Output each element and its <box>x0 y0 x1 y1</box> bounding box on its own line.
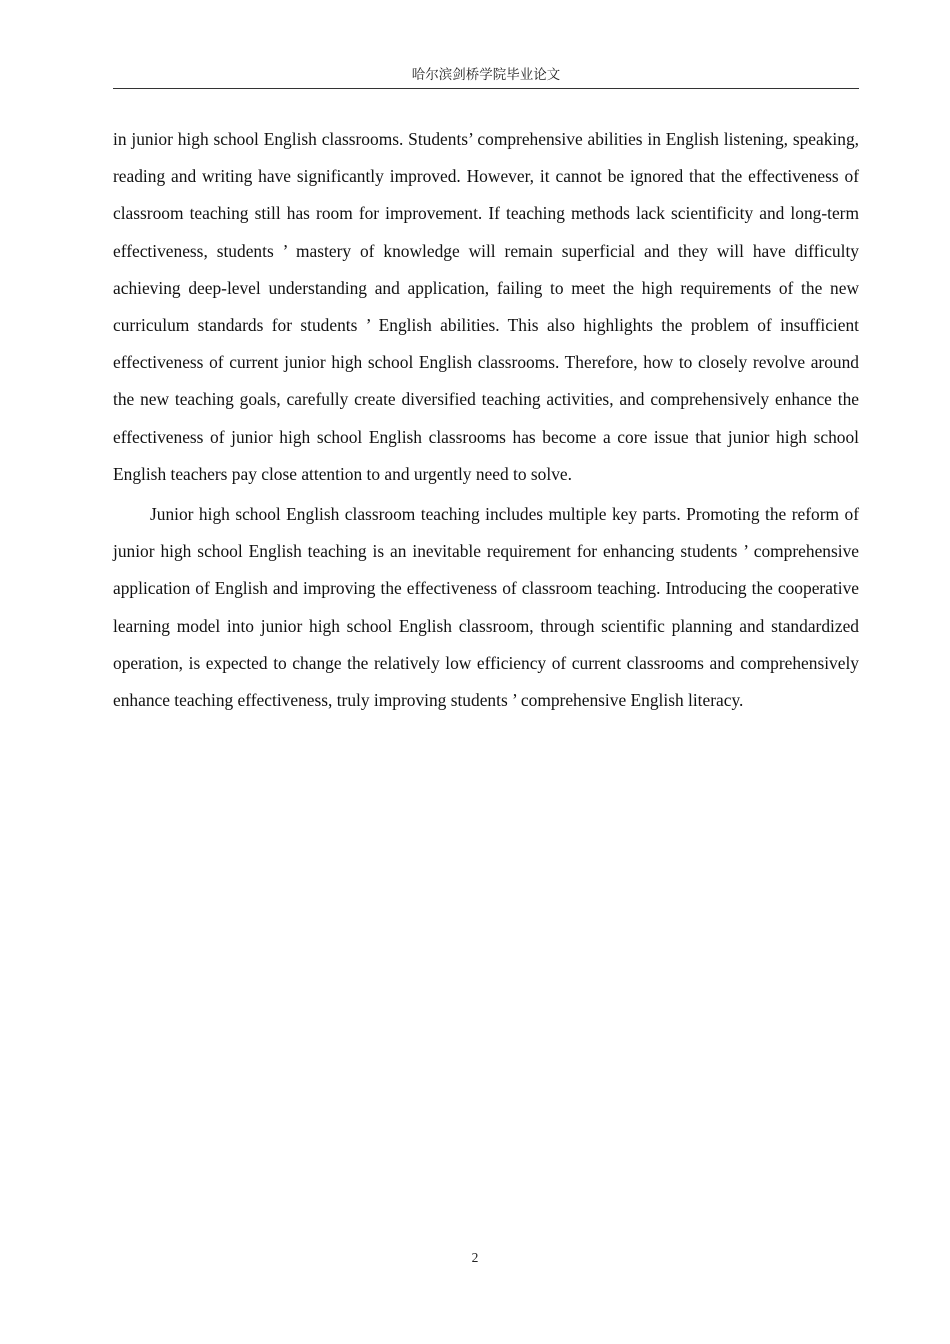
header-rule <box>113 88 859 89</box>
paragraph: Junior high school English classroom teaching includes multiple key parts. Promoting the reform of junior high school English teaching is an inevitable requirement for enhancing students ’ comprehensive application of English and improving the effectiveness of classroom teaching. Introducing the cooperative learning model into junior high school English classroom, through scientific planning and standardized operation, is expected to change the relatively low efficiency of current classrooms and comprehensively enhance teaching effectiveness, truly improving students ’ comprehensive English literacy. <box>113 504 859 711</box>
paragraph: in junior high school English classrooms. Students’ comprehensive abilities in English listening, speaking, reading and writing have significantly improved. However, it cannot be ignored that the effectiveness of classroom teaching still has room for improvement. If teaching methods lack scientificity and long-term effectiveness, students ’ mastery of knowledge will remain superficial and they will have difficulty achieving deep-level understanding and application, failing to meet the high requirements of the new curriculum standards for students ’ English abilities. This also highlights the problem of insufficient effectiveness of current junior high school English classrooms. Therefore, how to closely revolve around the new teaching goals, carefully create diversified teaching activities, and comprehensively enhance the effectiveness of junior high school English classrooms has become a core issue that junior high school English teachers pay close attention to and urgently need to solve. <box>113 129 859 484</box>
body-text <box>113 121 859 719</box>
page-number: 2 <box>471 1250 479 1265</box>
running-header: 哈尔滨剑桥学院毕业论文 <box>411 67 561 82</box>
